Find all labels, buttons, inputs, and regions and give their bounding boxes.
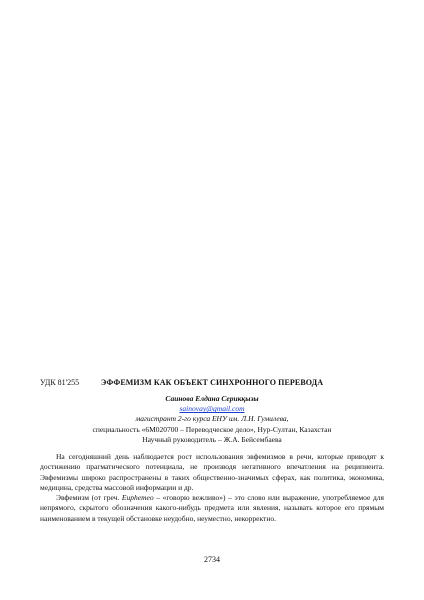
affiliation-line-1: магистрант 2-го курса ЕНУ им. Л.Н. Гумилева, bbox=[135, 414, 289, 424]
body-paragraph-2 bbox=[40, 493, 384, 524]
paragraph-2-prefix: Эвфемизм (от греч. bbox=[56, 493, 122, 503]
udk-code: УДК 81'255 bbox=[40, 378, 80, 387]
author-block bbox=[0, 394, 424, 445]
supervisor-line: Научный руководитель – Ж.А. Бейсембаева bbox=[142, 434, 282, 444]
article-title: ЭФФЕМИЗМ КАК ОБЪЕКТ СИНХРОННОГО ПЕРЕВОДА bbox=[100, 378, 324, 387]
affiliation-line-2: специальность «6M020700 – Переводческое дело», Нур-Султан, Казахстан bbox=[92, 424, 332, 434]
author-name: Саинова Елдана Серикқызы bbox=[165, 394, 259, 403]
greek-term: Euphemeo bbox=[121, 493, 154, 503]
author-email-link[interactable]: sainovay@gmail.com bbox=[179, 404, 245, 414]
paragraph-2-suffix: – «говорю вежливо») – это слово или выражение, употребляемое для непрямого, скрытого обозначения какого-нибудь предмета или явления, называть которое его прямым наименованием в текущей обстановке неудобно, неуместно, некорректно. bbox=[40, 493, 384, 523]
article-body bbox=[40, 452, 384, 524]
page-number: 2734 bbox=[204, 555, 220, 564]
body-paragraph-1: На сегодняшний день наблюдается рост использования эвфемизмов в речи, которые приводят к достижению прагматического потенциала, не производя негативного впечатления на реципиента. Эвфемизмы широко распространены в таких общественно-значимых сферах, как политика, экономика, медицина, средства массовой информации и др. bbox=[40, 452, 384, 492]
